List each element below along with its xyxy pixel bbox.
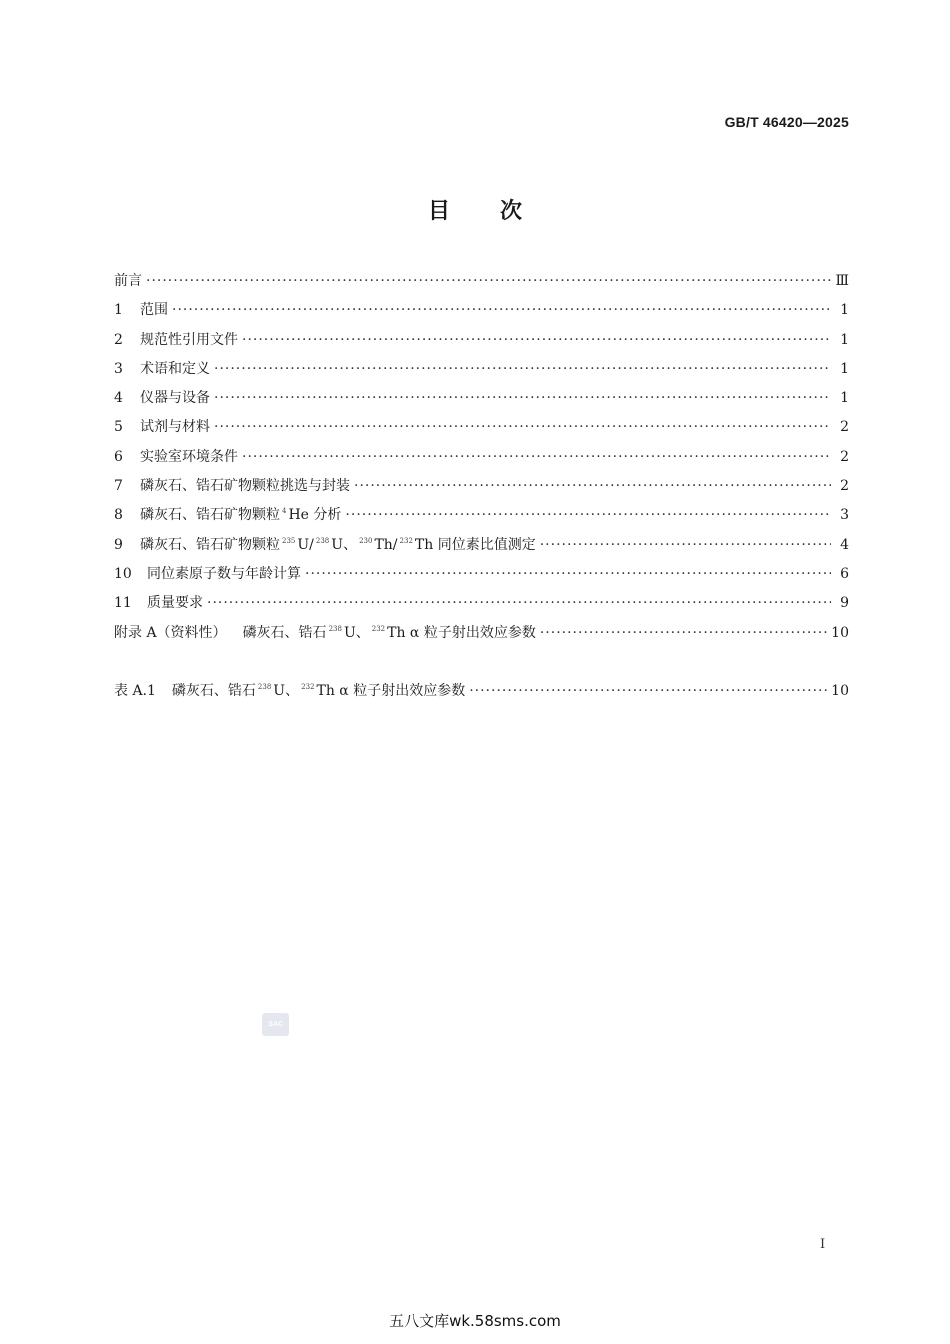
toc-entry-page: 6 [840,565,849,582]
toc-entry-number: 4 [114,390,123,407]
toc-entry-label: 前言 [114,273,142,289]
leader-dots [172,302,831,318]
toc-entry-number: 6 [114,448,123,465]
toc-entry-label: 磷灰石、锆石矿物颗粒挑选与封装 [140,478,350,495]
leader-dots [242,332,831,348]
toc-entry-number: 3 [114,360,123,377]
toc-entry-page: 10 [831,624,849,641]
leader-dots [207,595,831,611]
toc-entry-number: 2 [114,331,123,348]
toc-entry-page: Ⅲ [835,273,849,289]
toc-entry-page: 2 [840,448,849,465]
toc-entry-page: 1 [840,331,849,348]
leader-dots [242,449,831,465]
leader-dots [540,537,831,553]
leader-dots [214,390,831,406]
toc-entry-label: 磷灰石、锆石矿物颗粒 $^{235}$ U/ $^{238}$ U、 $^{230}$ Th/ $^{232}$ Th 同位素比值测定 [140,536,536,553]
toc-entry-page: 10 [831,682,849,699]
toc-entry-foreword[interactable] [114,270,849,299]
toc-entry-label: 实验室环境条件 [140,448,238,465]
footer-source: 五八文库wk.58sms.com [389,1312,561,1330]
toc-entry-number: 1 [114,302,123,319]
toc-entry-label: 规范性引用文件 [140,331,238,348]
toc-entry-number: 表 A.1 [114,682,156,699]
toc-entry-4[interactable] [114,387,849,416]
toc-entry-1[interactable] [114,299,849,328]
leader-dots [469,683,827,699]
toc-entry-8[interactable] [114,504,849,533]
toc-entry-page: 1 [840,302,849,319]
toc-entry-number: 5 [114,419,123,436]
title-part-1: 目 [427,199,450,224]
toc-entry-label: 仪器与设备 [140,390,210,407]
page-number: I [820,1237,826,1252]
leader-dots [345,507,831,523]
toc-entry-table-a1[interactable] [114,680,849,709]
toc-entry-label: 范围 [140,302,168,319]
toc-entry-label: 磷灰石、锆石矿物颗粒 $^4$ He 分析 [140,507,342,524]
toc-entry-label: 磷灰石、锆石 $^{238}$ U、 $^{232}$ Th α 粒子射出效应参数 [242,624,536,641]
toc-entry-page: 3 [840,507,849,524]
table-of-contents [114,270,849,709]
toc-entry-number: 8 [114,507,123,524]
toc-entry-page: 1 [840,390,849,407]
toc-entry-number: 7 [114,478,123,495]
toc-entry-11[interactable] [114,592,849,621]
toc-entry-page: 2 [840,478,849,495]
toc-entry-label: 磷灰石、锆石 $^{238}$ U、 $^{232}$ Th α 粒子射出效应参数 [171,682,466,699]
leader-dots [146,273,831,289]
toc-entry-label: 质量要求 [147,595,203,612]
leader-dots [540,625,827,641]
toc-entry-page: 9 [840,595,849,612]
toc-entry-3[interactable] [114,358,849,387]
sac-watermark-logo: SAC [262,1013,289,1036]
leader-dots [214,419,831,435]
toc-entry-6[interactable] [114,446,849,475]
toc-entry-page: 4 [840,536,849,553]
toc-entry-2[interactable] [114,329,849,358]
toc-entry-number: 9 [114,536,123,553]
toc-entry-number: 附录 A（资料性） [114,624,227,641]
toc-entry-5[interactable] [114,416,849,445]
leader-dots [354,478,831,494]
toc-entry-page: 1 [840,360,849,377]
standard-code: GB/T 46420—2025 [724,114,849,130]
page-title [0,194,950,225]
toc-entry-9[interactable] [114,534,849,563]
leader-dots [305,566,831,582]
title-part-2: 次 [500,199,523,224]
toc-entry-label: 试剂与材料 [140,419,210,436]
toc-entry-7[interactable] [114,475,849,504]
toc-entry-page: 2 [840,419,849,436]
toc-entry-10[interactable] [114,563,849,592]
leader-dots [214,361,831,377]
toc-entry-label: 术语和定义 [140,360,210,377]
toc-entry-number: 10 [114,565,132,582]
toc-entry-number: 11 [114,595,132,612]
toc-entry-label: 同位素原子数与年龄计算 [147,565,301,582]
toc-entry-appendix-a[interactable] [114,622,849,651]
